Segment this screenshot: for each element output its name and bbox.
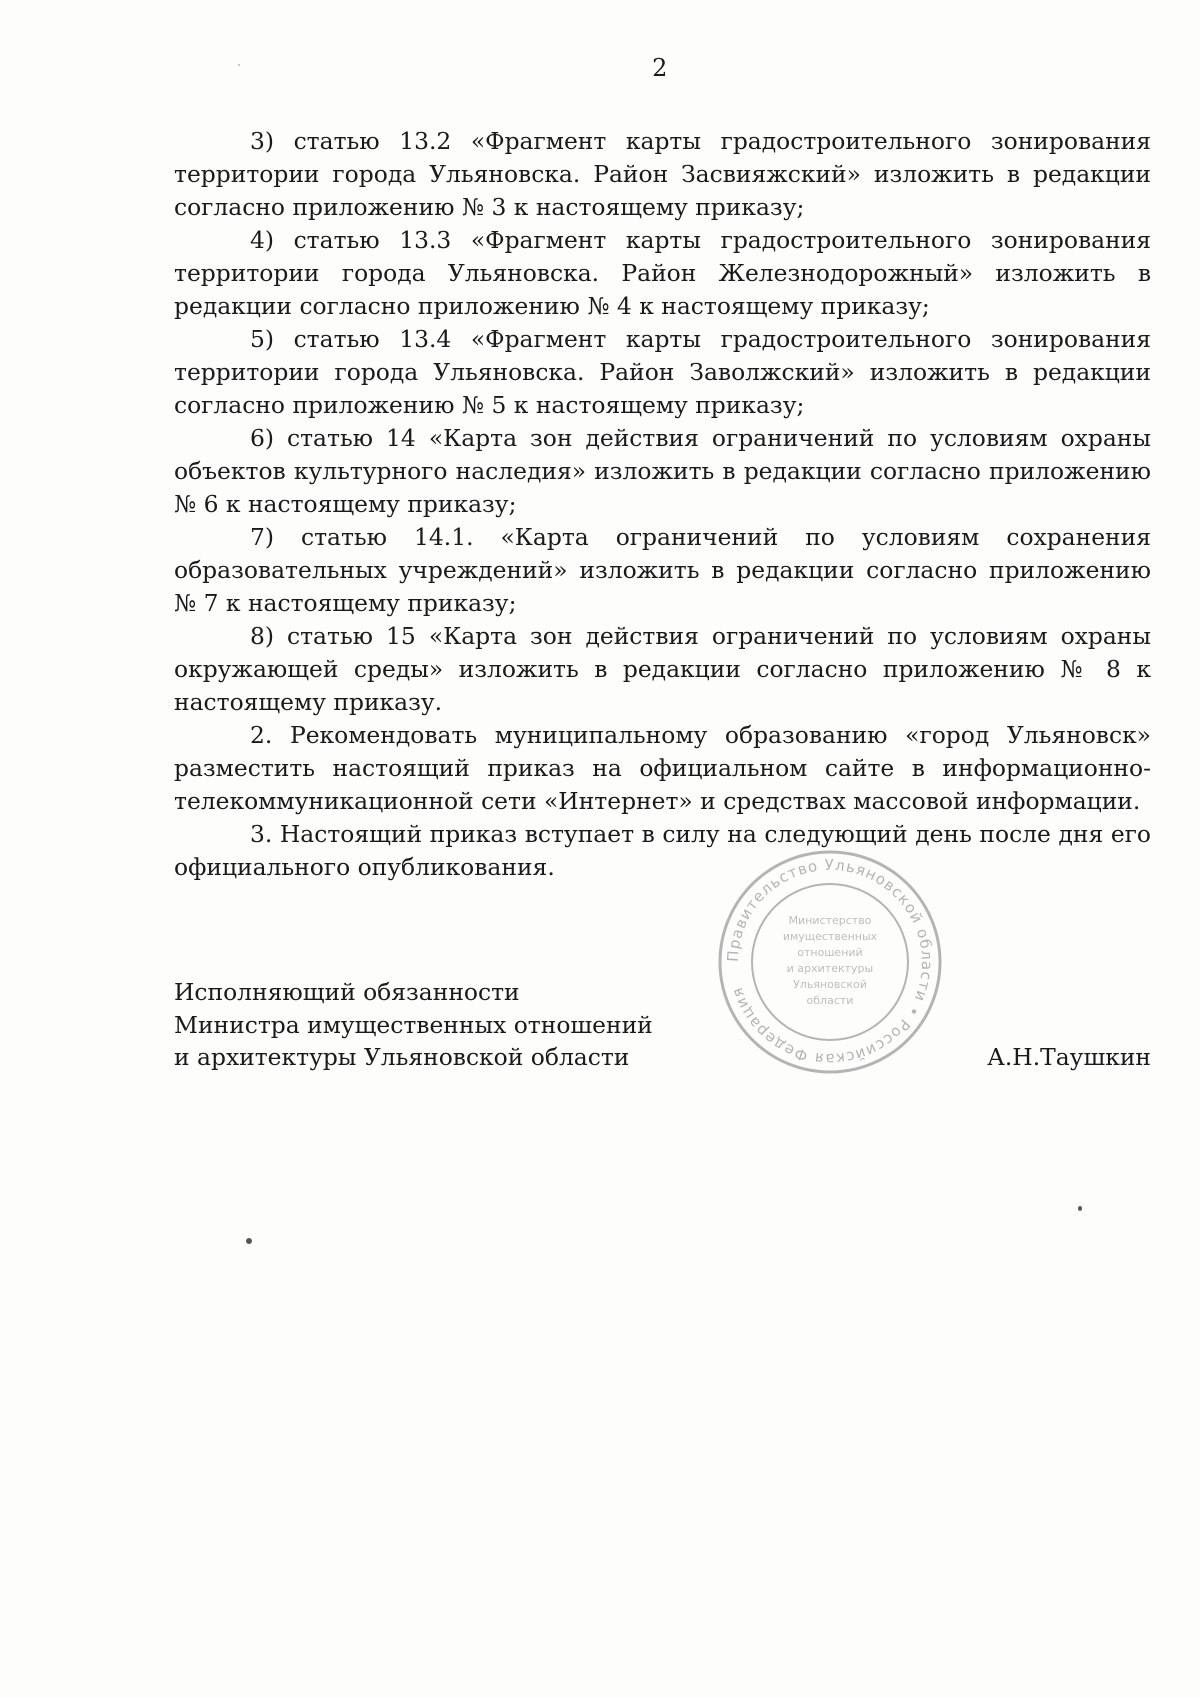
paragraph-item-3: 3) статью 13.2 «Фрагмент карты градостроительного зонирования территории города Ульяновска. Район Засвияжский» изложить в редакции согласно приложению № 3 к настоящему приказу;: [174, 127, 1151, 221]
document-body: [174, 125, 1151, 884]
scan-speck: [246, 1238, 252, 1244]
paragraph-recommendation: 2. Рекомендовать муниципальному образованию «город Ульяновск» разместить настоящий приказ на официальном сайте в информационно-телекоммуникационной сети «Интернет» и средствах массовой информации.: [174, 721, 1151, 815]
paragraph-item-7: 7) статью 14.1. «Карта ограничений по условиям сохранения образовательных учреждений» изложить в редакции согласно приложению № 7 к настоящему приказу;: [174, 523, 1151, 617]
svg-text:Правительство Ульяновской обла: Правительство Ульяновской области • Российская Федерация: [723, 855, 937, 1069]
paragraph-item-5: 5) статью 13.4 «Фрагмент карты градостроительного зонирования территории города Ульяновска. Район Заволжский» изложить в редакции согласно приложению № 5 к настоящему приказу;: [174, 325, 1151, 419]
paragraph-item-6: 6) статью 14 «Карта зон действия ограничений по условиям охраны объектов культурного наследия» изложить в редакции согласно приложению № 6 к настоящему приказу;: [174, 424, 1151, 518]
paragraph-item-4: 4) статью 13.3 «Фрагмент карты градостроительного зонирования территории города Ульяновска. Район Железнодорожный» изложить в редакции согласно приложению № 4 к настоящему приказу;: [174, 226, 1151, 320]
paragraph-item-8: 8) статью 15 «Карта зон действия ограничений по условиям охраны окружающей среды» изложить в редакции согласно приложению № 8 к настоящему приказу.: [174, 622, 1151, 716]
signatory-position: [174, 976, 653, 1074]
svg-text:области: области: [806, 994, 854, 1007]
signatory-position-line: Министра имущественных отношений: [174, 1010, 653, 1039]
scan-speck: [1078, 1206, 1082, 1211]
svg-text:и архитектуры: и архитектуры: [786, 962, 874, 975]
signature-block: [174, 976, 1151, 1086]
paragraph-effective-date: 3. Настоящий приказ вступает в силу на следующий день после дня его официального опубликования.: [174, 820, 1151, 881]
scan-speck: [238, 64, 240, 66]
page-number: 2: [652, 54, 668, 82]
svg-text:Министерство: Министерство: [788, 914, 872, 927]
svg-text:Ульяновской: Ульяновской: [793, 978, 867, 991]
signatory-position-line: и архитектуры Ульяновской области: [174, 1043, 630, 1071]
svg-text:имущественных: имущественных: [782, 930, 878, 943]
signatory-name: А.Н.Таушкин: [987, 1043, 1151, 1071]
svg-text:отношений: отношений: [797, 946, 863, 959]
signatory-position-line: Исполняющий обязанности: [174, 978, 520, 1006]
